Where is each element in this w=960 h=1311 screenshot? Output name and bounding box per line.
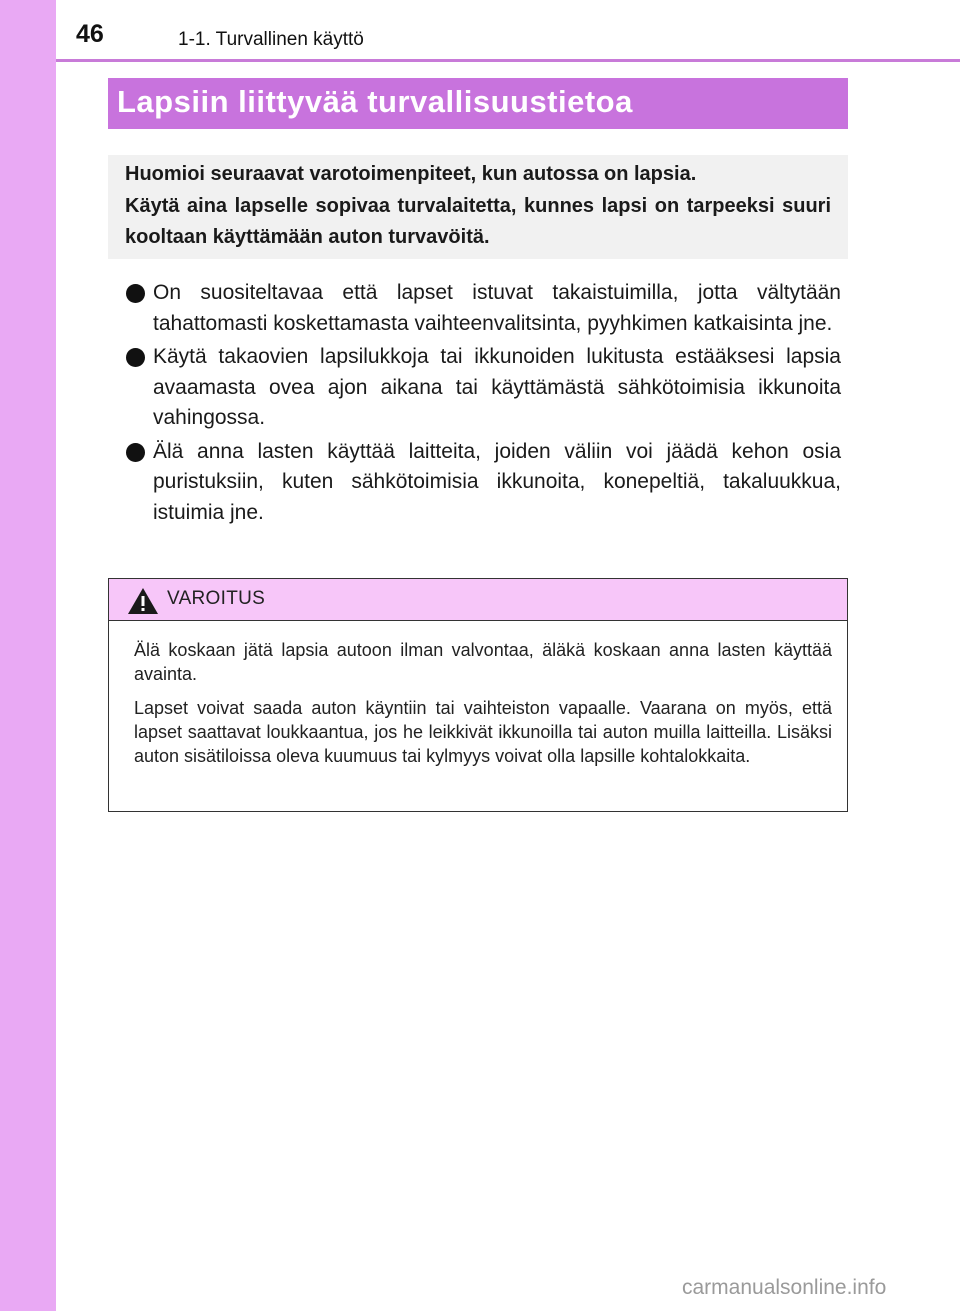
warning-paragraph-1: Älä koskaan jätä lapsia autoon ilman valvontaa, äläkä koskaan anna lasten käyttää avainta. xyxy=(134,640,832,684)
header-divider xyxy=(56,59,960,62)
warning-box xyxy=(108,578,848,812)
summary-box xyxy=(108,155,848,259)
list-item-text: On suositeltavaa että lapset istuvat takaistuimilla, jotta vältytään tahattomasti koskettamasta vaihteenvalitsinta, pyyhkimen katkaisinta jne. xyxy=(153,281,841,335)
list-item xyxy=(126,437,841,529)
bullet-icon xyxy=(126,284,145,303)
warning-triangle-icon xyxy=(127,587,159,615)
list-item-text: Käytä takaovien lapsilukkoja tai ikkunoiden lukitusta estääksesi lapsia avaamasta ovea ajon aikana tai käyttämästä sähkötoimisia ikkunoita vahingossa. xyxy=(153,345,841,429)
warning-body xyxy=(109,621,847,768)
list-item-text: Älä anna lasten käyttää laitteita, joiden väliin voi jäädä kehon osia puristuksiin, kuten sähkötoimisia ikkunoita, konepeltiä, takaluukkua, istuimia jne. xyxy=(153,439,841,524)
warning-paragraph-2: Lapset voivat saada auton käyntiin tai vaihteiston vapaalle. Vaarana on myös, että lapset saattavat loukkaantua, jos he leikkivät ikkunoilla tai auton muilla laitteilla. Lisäksi auton sisätiloissa oleva kuumuus tai kylmyys voivat olla lapsille kohtalokkaita. xyxy=(134,698,832,766)
list-item xyxy=(126,278,841,339)
list-item xyxy=(126,342,841,434)
summary-line-2: Käytä aina lapselle sopivaa turvalaitetta, kunnes lapsi on tarpeeksi suuri kooltaan käyttämään auton turvavöitä. xyxy=(125,194,831,248)
bullet-icon xyxy=(126,443,145,462)
chapter-title: 1-1. Turvallinen käyttö xyxy=(178,29,364,50)
page-number: 46 xyxy=(76,20,104,48)
warning-header xyxy=(109,579,847,621)
side-stripe xyxy=(0,0,56,1311)
bullet-list xyxy=(126,278,841,531)
summary-line-1: Huomioi seuraavat varotoimenpiteet, kun autossa on lapsia. xyxy=(125,163,697,185)
bullet-icon xyxy=(126,348,145,367)
warning-label: VAROITUS xyxy=(167,588,266,609)
section-title: Lapsiin liittyvää turvallisuustietoa xyxy=(108,78,848,129)
watermark: carmanualsonline.info xyxy=(682,1276,887,1299)
